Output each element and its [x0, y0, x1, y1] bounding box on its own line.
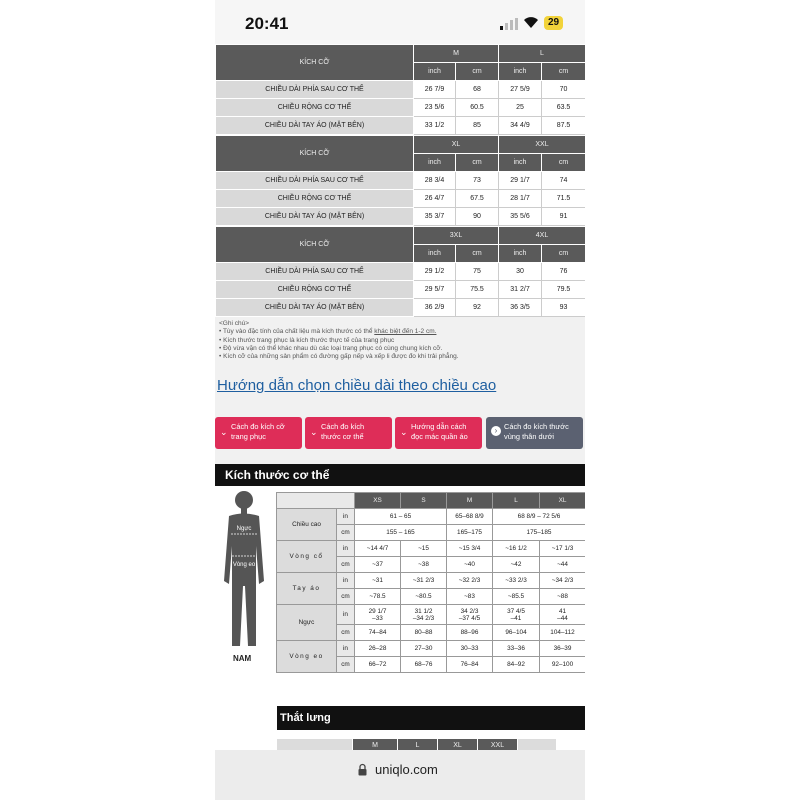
cell: 75: [456, 263, 499, 281]
cell: ~88: [540, 589, 586, 605]
cell: 74: [542, 172, 586, 190]
unit-label: in: [337, 641, 355, 657]
cell: 28 1/7: [499, 190, 542, 208]
table-row: [216, 208, 586, 226]
belt-header: [277, 706, 585, 730]
cell: 26 4/7: [414, 190, 456, 208]
cell: 85: [456, 117, 499, 135]
cell: 36 2/9: [414, 299, 456, 317]
phone-screen: [215, 0, 585, 800]
cell: 66–72: [355, 657, 401, 673]
body-size-header: [215, 464, 585, 486]
note-line: • Kích cỡ của những sản phẩm có đường gấp nếp và xếp li được đo khi trải phẳng.: [219, 353, 459, 361]
unit-label: inch: [414, 154, 456, 172]
cell: 70: [542, 81, 586, 99]
size-label: XL: [438, 739, 478, 752]
size-label: XL: [414, 136, 499, 154]
size-label: L: [499, 45, 586, 63]
note-line: [219, 328, 579, 336]
unit-label: cm: [337, 557, 355, 573]
cell: 73: [456, 172, 499, 190]
cell: ~31: [355, 573, 401, 589]
notes-title: <Ghi chú>: [219, 320, 249, 327]
status-bar: [215, 0, 585, 44]
cell: 26–28: [355, 641, 401, 657]
cell: 67.5: [456, 190, 499, 208]
chevron-down-icon: ⌄: [220, 427, 228, 437]
cell: 29 1/2: [414, 263, 456, 281]
size-label: XS: [355, 493, 401, 509]
cell: ~85.5: [493, 589, 540, 605]
size-header: KÍCH CỠ: [216, 136, 414, 172]
cell: 65–68 8/9: [447, 509, 493, 525]
cell: 63.5: [542, 99, 586, 117]
unit-label: cm: [456, 245, 499, 263]
cell: 29 5/7: [414, 281, 456, 299]
row-label: CHIỀU RỘNG CƠ THỂ: [216, 281, 414, 299]
cell: 84–92: [493, 657, 540, 673]
button-label: trang phục: [231, 432, 266, 441]
cell: ~83: [447, 589, 493, 605]
note-line: • Độ vừa vặn có thể khác nhau dù các loại trang phục có cùng chung kích cỡ.: [219, 344, 443, 352]
cell: 104–112: [540, 625, 586, 641]
button-label: Cách đo kích: [321, 422, 365, 431]
cell: 29 1/7: [499, 172, 542, 190]
cell: 79.5: [542, 281, 586, 299]
unit-label: inch: [414, 245, 456, 263]
unit-label: cm: [542, 154, 586, 172]
cell: ~16 1/2: [493, 541, 540, 557]
cell: ~17 1/3: [540, 541, 586, 557]
cell: 28 3/4: [414, 172, 456, 190]
waist-label: Vòng eo: [232, 562, 256, 568]
size-label: M: [447, 493, 493, 509]
table-row: [216, 299, 586, 317]
cell: 35 3/7: [414, 208, 456, 226]
cell: 71.5: [542, 190, 586, 208]
cell: 34 2/3 –37 4/5: [447, 605, 493, 625]
cell: 60.5: [456, 99, 499, 117]
status-time: 20:41: [245, 14, 289, 33]
cell: 34 4/9: [499, 117, 542, 135]
size-label: 4XL: [499, 227, 586, 245]
cell: 25: [499, 99, 542, 117]
unit-label: in: [337, 509, 355, 525]
cell: ~42: [493, 557, 540, 573]
cell: 33 1/2: [414, 117, 456, 135]
chevron-down-icon: ⌄: [400, 427, 408, 437]
row-label: Ngực: [277, 605, 337, 641]
size-table-xl-xxl: [215, 135, 585, 226]
section-title: Kích thước cơ thể: [225, 468, 330, 482]
cell: 93: [542, 299, 586, 317]
row-label: Vòng eo: [277, 641, 337, 673]
row-label: CHIỀU DÀI PHÍA SAU CƠ THỂ: [216, 172, 414, 190]
cell: 90: [456, 208, 499, 226]
row-label: CHIỀU RỘNG CƠ THỂ: [216, 190, 414, 208]
notes: [219, 320, 579, 361]
cell: 165–175: [447, 525, 493, 541]
row-label: CHIỀU DÀI TAY ÁO (MẶT BÊN): [216, 299, 414, 317]
cell: ~32 2/3: [447, 573, 493, 589]
cell: 96–104: [493, 625, 540, 641]
cell: 35 5/6: [499, 208, 542, 226]
wifi-icon: [523, 15, 539, 29]
cell: ~33 2/3: [493, 573, 540, 589]
cell: 41 –44: [540, 605, 586, 625]
unit-label: cm: [456, 63, 499, 81]
button-label: đọc mác quần áo: [411, 432, 468, 441]
cell: 75.5: [456, 281, 499, 299]
cell: ~38: [401, 557, 447, 573]
cell: ~15 3/4: [447, 541, 493, 557]
row-label: CHIỀU DÀI PHÍA SAU CƠ THỂ: [216, 81, 414, 99]
cell: 37 4/5 –41: [493, 605, 540, 625]
cell: 33–36: [493, 641, 540, 657]
note-text: • Tùy vào đặc tính của chất liệu mà kích thước có thể: [219, 328, 375, 336]
unit-label: cm: [337, 625, 355, 641]
cell: ~40: [447, 557, 493, 573]
size-header: KÍCH CỠ: [216, 227, 414, 263]
garment-measure-button[interactable]: [215, 417, 302, 449]
note-underlined: khác biệt đến 1-2 cm.: [374, 328, 437, 336]
cell: 76: [542, 263, 586, 281]
chevron-right-icon: ›: [491, 426, 501, 436]
cell: 26 7/9: [414, 81, 456, 99]
table-row: [216, 281, 586, 299]
signal-icon: [500, 18, 518, 30]
row-label: CHIỀU RỘNG CƠ THỂ: [216, 99, 414, 117]
cell: 23 5/6: [414, 99, 456, 117]
unit-label: cm: [337, 657, 355, 673]
button-label: vùng thân dưới: [504, 432, 555, 441]
cell: 76–84: [447, 657, 493, 673]
body-measure-button[interactable]: [305, 417, 392, 449]
table-row: [216, 172, 586, 190]
unit-label: cm: [337, 589, 355, 605]
row-label: Chiều cao: [277, 509, 337, 541]
cell: 36–39: [540, 641, 586, 657]
unit-label: inch: [499, 63, 542, 81]
corner-cell: [277, 493, 355, 509]
unit-label: inch: [499, 154, 542, 172]
row-label: Tay áo: [277, 573, 337, 605]
cell: 92–100: [540, 657, 586, 673]
cell: 68 8/9 – 72 5/6: [493, 509, 586, 525]
cell: 92: [456, 299, 499, 317]
unit-label: cm: [337, 525, 355, 541]
size-label: L: [493, 493, 540, 509]
table-row: [216, 117, 586, 135]
cell: 74–84: [355, 625, 401, 641]
row-label: Vòng cổ: [277, 541, 337, 573]
cell: ~44: [540, 557, 586, 573]
cell: 29 1/7 –33: [355, 605, 401, 625]
unit-label: in: [337, 541, 355, 557]
chest-label: Ngực: [236, 526, 252, 532]
unit-label: cm: [456, 154, 499, 172]
cell: 27 5/9: [499, 81, 542, 99]
table-row: [216, 263, 586, 281]
unit-label: inch: [499, 245, 542, 263]
size-label: M: [353, 739, 398, 752]
size-table-m-l: [215, 44, 585, 135]
button-label: Cách đo kích thước: [504, 422, 569, 431]
cell: ~14 4/7: [355, 541, 401, 557]
size-label: XXL: [478, 739, 518, 752]
cell: 27–30: [401, 641, 447, 657]
read-label-button[interactable]: [395, 417, 482, 449]
unit-label: cm: [542, 245, 586, 263]
size-table-3xl-4xl: [215, 226, 585, 317]
cell: 155 – 165: [355, 525, 447, 541]
male-figure-illustration: [215, 486, 275, 666]
section-title: Thắt lưng: [280, 712, 331, 724]
cell: 31 1/2 –34 2/3: [401, 605, 447, 625]
size-label: XXL: [499, 136, 586, 154]
row-label: CHIỀU DÀI TAY ÁO (MẶT BÊN): [216, 117, 414, 135]
note-line: • Kích thước trang phục là kích thước thực tế của trang phục: [219, 336, 395, 344]
button-label: Cách đo kích cỡ: [231, 422, 285, 431]
body-size-table: [276, 492, 585, 673]
cell: 36 3/5: [499, 299, 542, 317]
cell: ~37: [355, 557, 401, 573]
cell: 80–88: [401, 625, 447, 641]
url-text: uniqlo.com: [375, 762, 438, 777]
chevron-down-icon: ⌄: [310, 427, 318, 437]
gender-label: NAM: [233, 654, 252, 663]
browser-url-bar[interactable]: [215, 750, 585, 800]
table-row: [216, 99, 586, 117]
height-guide-link[interactable]: Hướng dẫn chọn chiều dài theo chiều cao: [217, 377, 497, 394]
table-row: [216, 81, 586, 99]
cell: 88–96: [447, 625, 493, 641]
battery-badge: 29: [544, 16, 563, 30]
unit-label: inch: [414, 63, 456, 81]
size-header: KÍCH CỠ: [216, 45, 414, 81]
cell: 91: [542, 208, 586, 226]
cell: 31 2/7: [499, 281, 542, 299]
cell: ~78.5: [355, 589, 401, 605]
cell: ~15: [401, 541, 447, 557]
cell: ~31 2/3: [401, 573, 447, 589]
cell: 68–76: [401, 657, 447, 673]
cell: ~34 2/3: [540, 573, 586, 589]
cell: 30: [499, 263, 542, 281]
cell: 175–185: [493, 525, 586, 541]
lock-icon: [357, 763, 368, 776]
unit-label: cm: [542, 63, 586, 81]
row-label: CHIỀU DÀI TAY ÁO (MẶT BÊN): [216, 208, 414, 226]
size-label: S: [401, 493, 447, 509]
button-label: Hướng dẫn cách: [411, 422, 467, 431]
size-label: XL: [540, 493, 586, 509]
cell: ~80.5: [401, 589, 447, 605]
table-row: [216, 190, 586, 208]
unit-label: in: [337, 573, 355, 589]
cell: 87.5: [542, 117, 586, 135]
cell: 61 – 65: [355, 509, 447, 525]
size-label: 3XL: [414, 227, 499, 245]
size-label: M: [414, 45, 499, 63]
lower-body-measure-button[interactable]: [486, 417, 583, 449]
unit-label: in: [337, 605, 355, 625]
button-label: thước cơ thể: [321, 432, 364, 441]
cell: 68: [456, 81, 499, 99]
size-label: L: [398, 739, 438, 752]
row-label: CHIỀU DÀI PHÍA SAU CƠ THỂ: [216, 263, 414, 281]
cell: 30–33: [447, 641, 493, 657]
